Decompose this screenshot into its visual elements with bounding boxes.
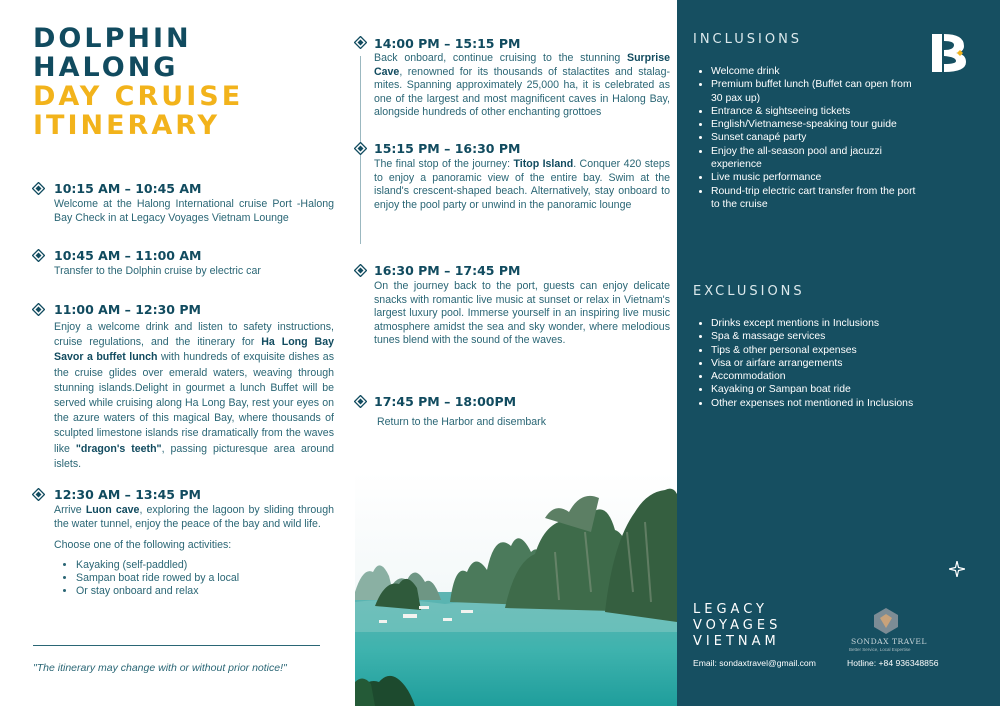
desc-1230: Arrive Luon cave, exploring the lagoon by sliding through the water tunnel, enjoy the peace of the bay and wild life. Choose one of the following activities: • Kayaking (self-paddled) • Sampan boat ride rowed by a local • Or stay onboard and relax bbox=[54, 504, 334, 598]
sondax-tagline: Better Service, Local Expertise bbox=[849, 647, 911, 652]
desc-1100: Enjoy a welcome drink and listen to safety instructions, cruise regulations, and the itinerary for Ha Long Bay Savor a buffet lunch with hundreds of exquisite dishes as the cruise glides over emerald waters, weaving through stunning islands.Delight in gourmet a lunch Buffet will be served while cruising along Ha Long Bay, rest your eyes on the azure waters of this magical Bay, where thousands of sculpted limestone islands rise dramatically from the waves like "dragon's teeth", passing picturesque area around islets. bbox=[54, 321, 334, 470]
time-1045: 10:45 AM – 11:00 AM bbox=[54, 248, 202, 263]
activities-list bbox=[54, 559, 334, 598]
list-item: • Kayaking or Sampan boat ride bbox=[711, 383, 926, 396]
title-line-4: ITINERARY bbox=[33, 110, 221, 141]
time-1630: 16:30 PM – 17:45 PM bbox=[374, 263, 521, 278]
list-item: • Spa & massage services bbox=[711, 330, 926, 343]
divider bbox=[33, 645, 320, 646]
brand-line-2: VOYAGES bbox=[693, 618, 782, 633]
time-1515: 15:15 PM – 16:30 PM bbox=[374, 141, 521, 156]
legacy-voyages-brand bbox=[693, 602, 781, 650]
list-item: • Or stay onboard and relax bbox=[76, 585, 334, 598]
desc-1015: Welcome at the Halong International cruise Port -Halong Bay Check in at Legacy Voyages Vietnam Lounge bbox=[54, 198, 334, 224]
list-item: • English/Vietnamese-speaking tour guide bbox=[711, 118, 926, 131]
title-line-1: DOLPHIN bbox=[33, 23, 192, 54]
sondax-name: SONDAX TRAVEL bbox=[851, 637, 927, 646]
diamond-icon bbox=[354, 264, 367, 277]
list-item: • Drinks except mentions in Inclusions bbox=[711, 317, 926, 330]
brand-logo-icon bbox=[930, 32, 968, 79]
diamond-icon bbox=[354, 36, 367, 49]
disclaimer-note: "The itinerary may change with or without prior notice!" bbox=[33, 662, 287, 674]
halong-bay-photo bbox=[355, 472, 677, 706]
diamond-icon bbox=[354, 395, 367, 408]
time-1230: 12:30 AM – 13:45 PM bbox=[54, 487, 201, 502]
list-item: • Other expenses not mentioned in Inclusions bbox=[711, 397, 926, 410]
inclusions-list bbox=[693, 65, 926, 211]
time-1400: 14:00 PM – 15:15 PM bbox=[374, 36, 521, 51]
list-item: • Enjoy the all-season pool and jacuzzi experience bbox=[711, 145, 926, 172]
sondax-logo-icon bbox=[873, 607, 907, 640]
list-item: • Tips & other personal expenses bbox=[711, 344, 926, 357]
exclusions-heading: EXCLUSIONS bbox=[693, 284, 805, 299]
brand-line-1: LEGACY bbox=[693, 602, 768, 617]
desc-1045: Transfer to the Dolphin cruise by electric car bbox=[54, 265, 261, 277]
list-item: • Welcome drink bbox=[711, 65, 926, 78]
list-item: • Visa or airfare arrangements bbox=[711, 357, 926, 370]
info-panel bbox=[677, 0, 1000, 706]
title-line-3: DAY CRUISE bbox=[33, 81, 244, 112]
desc-1515: The final stop of the journey: Titop Island. Conquer 420 steps to enjoy a panoramic view of the entire bay. Swim at the island's crescent-shaped beach. Alternatively, stay onboard to enjoy the pool party or unwind in the panoramic lounge bbox=[374, 158, 671, 211]
list-item: • Premium buffet lunch (Buffet can open from 30 pax up) bbox=[711, 78, 926, 105]
desc-1400: Back onboard, continue cruising to the stunning Surprise Cave, renowned for its thousands of stalactites and stalag- mites. Spanning approximately 25,000 ha, it is celebrated as one of the largest and most magnificent caves in Halong Bay, alongside hundreds of other enchanting grottoes bbox=[374, 52, 670, 119]
list-item: • Sampan boat ride rowed by a local bbox=[76, 572, 334, 585]
sparkle-icon bbox=[949, 561, 965, 582]
list-item: • Entrance & sightseeing tickets bbox=[711, 105, 926, 118]
desc-1745: Return to the Harbor and disembark bbox=[377, 416, 546, 428]
list-item: • Accommodation bbox=[711, 370, 926, 383]
time-1745: 17:45 PM – 18:00PM bbox=[374, 394, 517, 409]
diamond-icon bbox=[32, 303, 45, 316]
list-item: • Round-trip electric cart transfer from the port to the cruise bbox=[711, 185, 926, 212]
list-item: • Sunset canapé party bbox=[711, 131, 926, 144]
diamond-icon bbox=[354, 142, 367, 155]
contact-hotline[interactable]: Hotline: +84 936348856 bbox=[847, 658, 939, 668]
contact-email[interactable]: Email: sondaxtravel@gmail.com bbox=[693, 658, 816, 668]
desc-1630: On the journey back to the port, guests can enjoy delicate snacks with romantic live music at sunset or relax in Vietnam's largest luxury pool. Immerse yourself in an inspiring live music atmosphere amidst the sea and sky wonder, where melodious tunes blend with the sound of the waves. bbox=[374, 280, 670, 347]
time-1100: 11:00 AM – 12:30 PM bbox=[54, 302, 201, 317]
list-item: • Live music performance bbox=[711, 171, 926, 184]
inclusions-heading: INCLUSIONS bbox=[693, 32, 803, 47]
list-item: • Kayaking (self-paddled) bbox=[76, 559, 334, 572]
page-title bbox=[33, 24, 243, 140]
choose-label: Choose one of the following activities: bbox=[54, 539, 232, 552]
title-line-2: HALONG bbox=[33, 52, 179, 83]
diamond-icon bbox=[32, 182, 45, 195]
time-1015: 10:15 AM – 10:45 AM bbox=[54, 181, 202, 196]
diamond-icon bbox=[32, 249, 45, 262]
exclusions-list bbox=[693, 317, 926, 410]
diamond-icon bbox=[32, 488, 45, 501]
brand-line-3: VIETNAM bbox=[693, 634, 780, 649]
